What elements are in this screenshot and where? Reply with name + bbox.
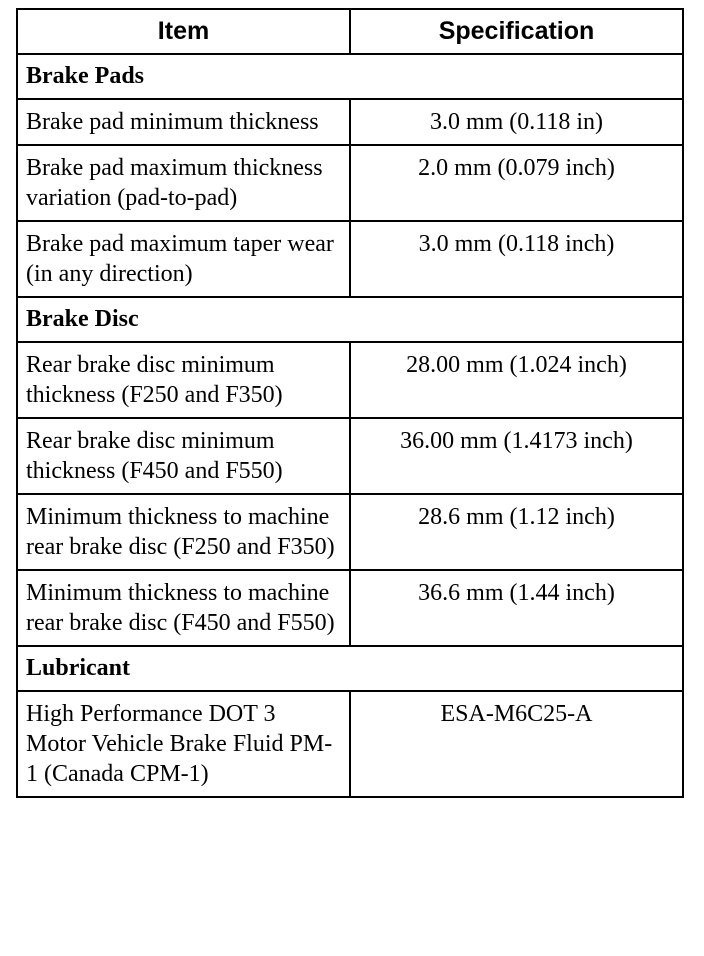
spec-cell: 28.00 mm (1.024 inch) — [350, 342, 683, 418]
section-title: Lubricant — [17, 646, 683, 691]
section-title: Brake Pads — [17, 54, 683, 99]
table-row — [17, 99, 683, 145]
header-row — [17, 9, 683, 54]
table-row — [17, 418, 683, 494]
item-cell: High Performance DOT 3 Motor Vehicle Brake Fluid PM-1 (Canada CPM-1) — [17, 691, 350, 797]
item-cell: Brake pad minimum thickness — [17, 99, 350, 145]
spec-cell: 36.6 mm (1.44 inch) — [350, 570, 683, 646]
spec-cell: ESA-M6C25-A — [350, 691, 683, 797]
item-cell: Rear brake disc minimum thickness (F250 and F350) — [17, 342, 350, 418]
spec-cell: 2.0 mm (0.079 inch) — [350, 145, 683, 221]
spec-cell: 3.0 mm (0.118 in) — [350, 99, 683, 145]
spec-cell: 36.00 mm (1.4173 inch) — [350, 418, 683, 494]
table-row — [17, 570, 683, 646]
header-item: Item — [17, 9, 350, 54]
section-row — [17, 54, 683, 99]
item-cell: Minimum thickness to machine rear brake disc (F250 and F350) — [17, 494, 350, 570]
table-row — [17, 221, 683, 297]
table-row — [17, 342, 683, 418]
table-row — [17, 145, 683, 221]
spec-cell: 28.6 mm (1.12 inch) — [350, 494, 683, 570]
item-cell: Rear brake disc minimum thickness (F450 and F550) — [17, 418, 350, 494]
section-title: Brake Disc — [17, 297, 683, 342]
table-row — [17, 691, 683, 797]
section-row — [17, 646, 683, 691]
specification-table — [16, 8, 684, 798]
item-cell: Minimum thickness to machine rear brake disc (F450 and F550) — [17, 570, 350, 646]
item-cell: Brake pad maximum thickness variation (pad-to-pad) — [17, 145, 350, 221]
section-row — [17, 297, 683, 342]
table-row — [17, 494, 683, 570]
item-cell: Brake pad maximum taper wear (in any direction) — [17, 221, 350, 297]
spec-cell: 3.0 mm (0.118 inch) — [350, 221, 683, 297]
header-specification: Specification — [350, 9, 683, 54]
